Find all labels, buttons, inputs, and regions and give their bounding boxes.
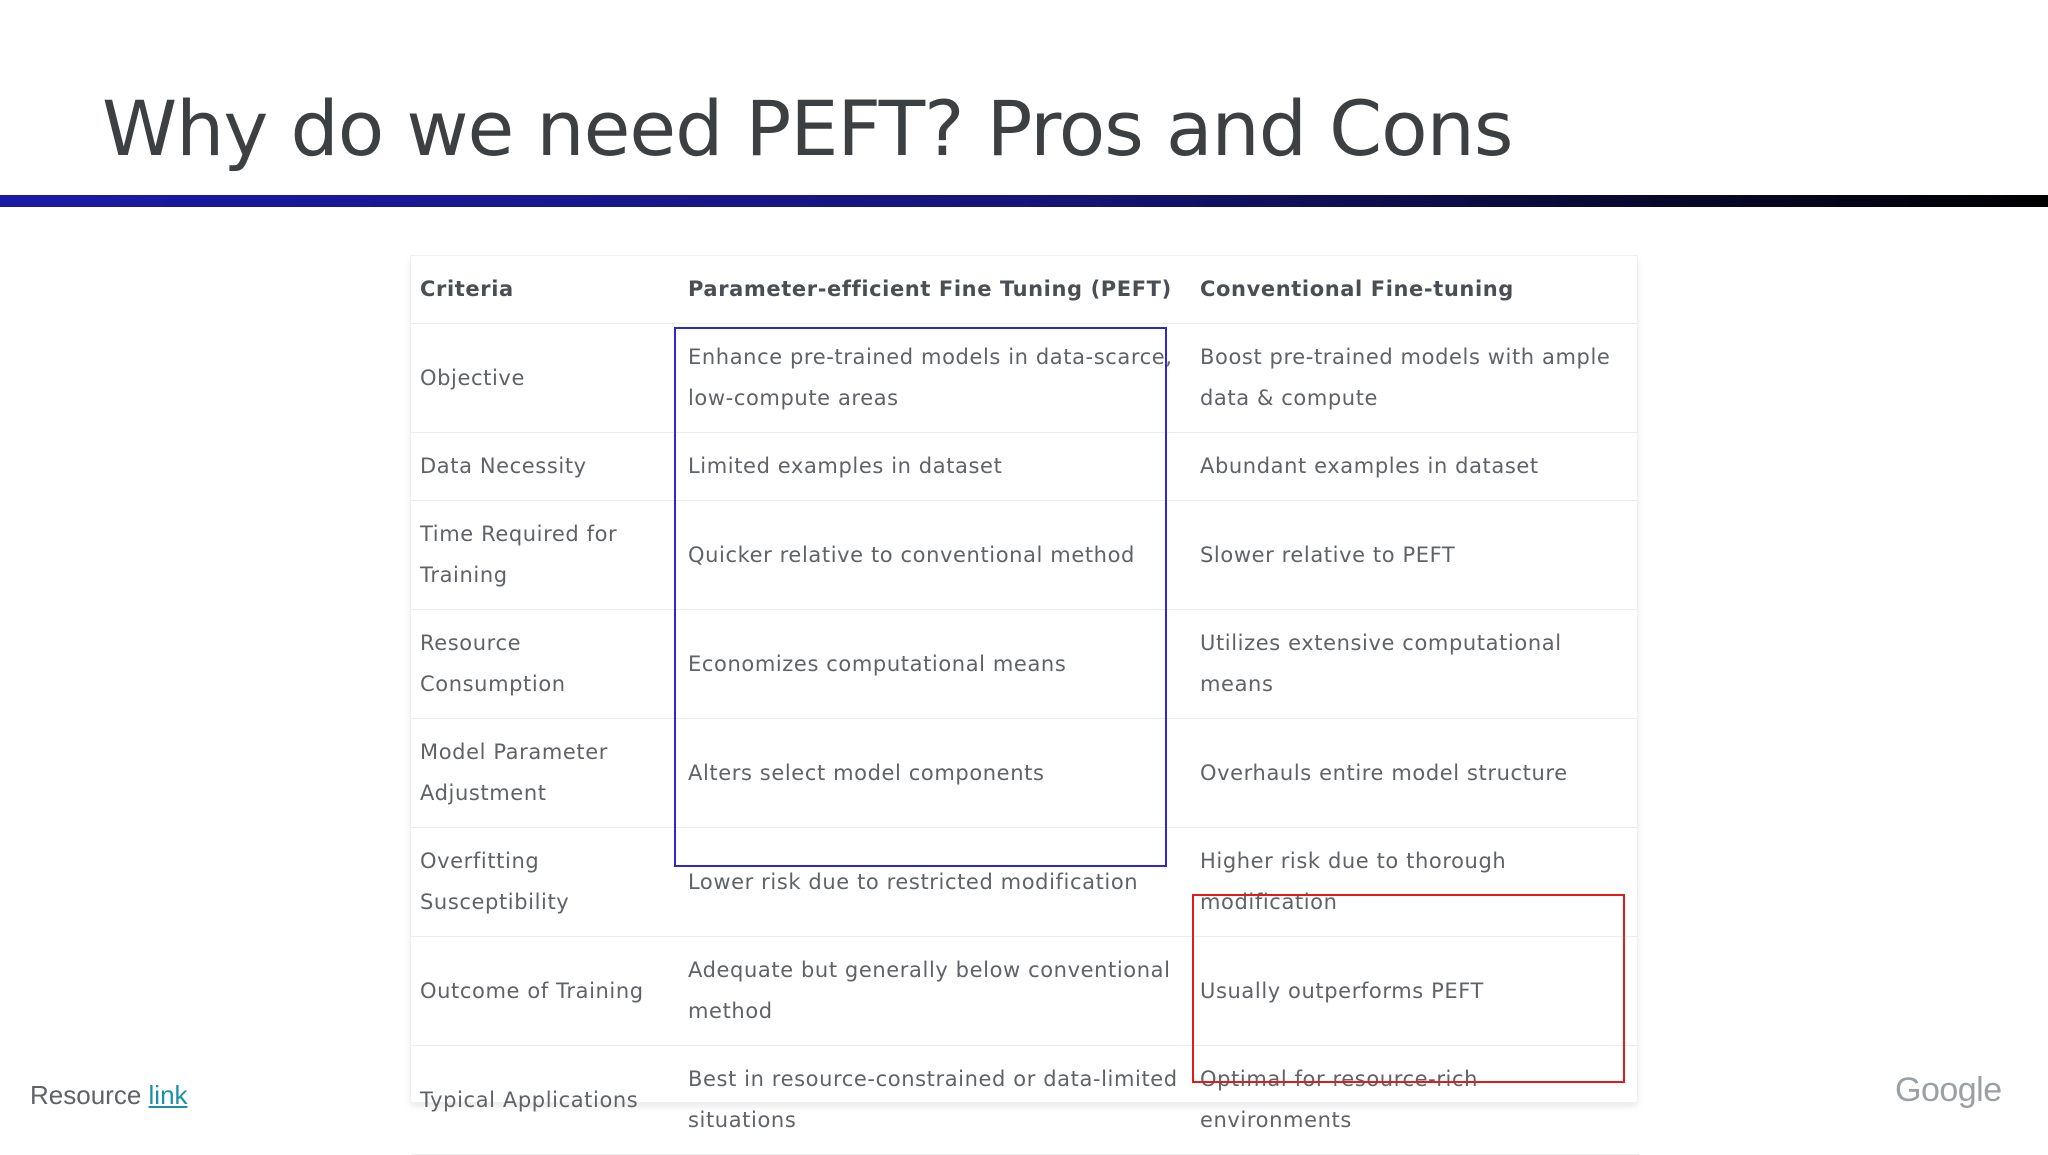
cell-criteria: Time Required for Training (411, 501, 679, 610)
cell-criteria: Data Necessity (411, 433, 679, 501)
table-row-time-required (411, 501, 1639, 610)
cell-conventional: Slower relative to PEFT (1191, 501, 1639, 610)
table-header-row (411, 256, 1639, 324)
table-row-resource-consumption (411, 610, 1639, 719)
cell-peft: Quicker relative to conventional method (679, 501, 1191, 610)
comparison-table-container (410, 255, 1638, 1132)
cell-conventional: Higher risk due to thorough modification (1191, 828, 1639, 937)
header-criteria: Criteria (411, 256, 679, 324)
table-row-overfitting (411, 828, 1639, 937)
google-logo: Google (1895, 1071, 2002, 1109)
header-conventional: Conventional Fine-tuning (1191, 256, 1639, 324)
table-row-typical-applications (411, 1046, 1639, 1155)
resource-link[interactable]: link (148, 1080, 188, 1110)
resource-footer (30, 1080, 188, 1111)
cell-criteria: Overfitting Susceptibility (411, 828, 679, 937)
cell-conventional: Optimal for resource-rich environments (1191, 1046, 1639, 1155)
cell-criteria: Outcome of Training (411, 937, 679, 1046)
cell-peft: Adequate but generally below conventional method (679, 937, 1191, 1046)
cell-criteria: Typical Applications (411, 1046, 679, 1155)
header-peft: Parameter-efficient Fine Tuning (PEFT) (679, 256, 1191, 324)
cell-peft: Lower risk due to restricted modification (679, 828, 1191, 937)
cell-conventional: Abundant examples in dataset (1191, 433, 1639, 501)
cell-conventional: Boost pre-trained models with ample data & compute (1191, 324, 1639, 433)
title-divider (0, 195, 2048, 207)
table-row-model-parameter (411, 719, 1639, 828)
table-row-data-necessity (411, 433, 1639, 501)
cell-peft: Economizes computational means (679, 610, 1191, 719)
cell-peft: Enhance pre-trained models in data-scarce, low-compute areas (679, 324, 1191, 433)
slide-title: Why do we need PEFT? Pros and Cons (102, 84, 1513, 173)
cell-peft: Alters select model components (679, 719, 1191, 828)
cell-criteria: Resource Consumption (411, 610, 679, 719)
table-row-outcome (411, 937, 1639, 1046)
comparison-table (411, 256, 1639, 1155)
cell-criteria: Objective (411, 324, 679, 433)
cell-conventional: Overhauls entire model structure (1191, 719, 1639, 828)
cell-criteria: Model Parameter Adjustment (411, 719, 679, 828)
cell-peft: Best in resource-constrained or data-limited situations (679, 1046, 1191, 1155)
table-row-objective (411, 324, 1639, 433)
cell-conventional: Usually outperforms PEFT (1191, 937, 1639, 1046)
cell-conventional: Utilizes extensive computational means (1191, 610, 1639, 719)
resource-label: Resource (30, 1080, 142, 1110)
cell-peft: Limited examples in dataset (679, 433, 1191, 501)
